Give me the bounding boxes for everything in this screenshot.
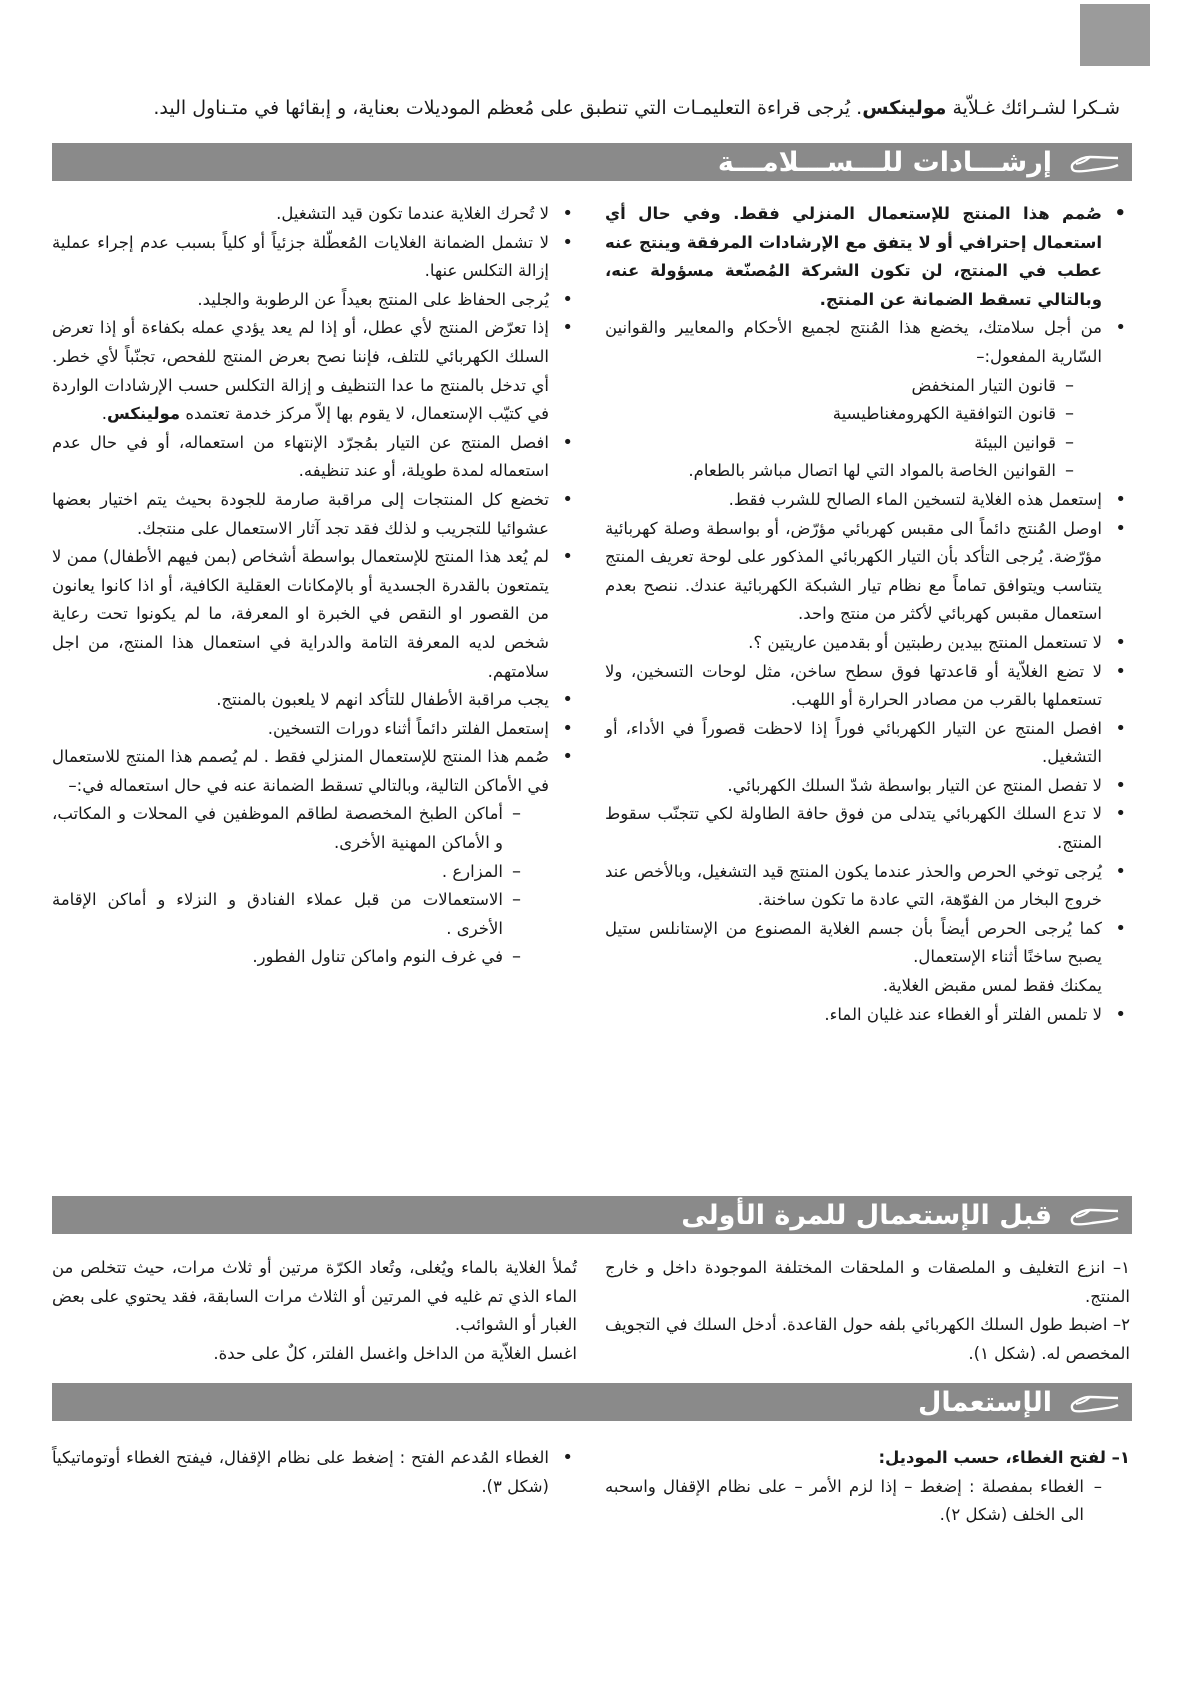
list-item: • تخضع كل المنتجات إلى مراقبة صارمة للجودة بحيث يتم اختيار بعضها عشوائيا للتجريب و لذلك فقد تجد آثار الاستعمال على منتجك. [52, 486, 577, 543]
list-item: • لا تلمس الفلتر أو الغطاء عند غليان الماء. [605, 1001, 1130, 1030]
list-item: • صُمم هذا المنتج للإستعمال المنزلي فقط. وفي حال أي استعمال إحترافي أو لا يتفق مع الإرشادات المرفقة وينتج عنه عطب في المنتج، لن تكون الشركة المُصنّعة مسؤولة عنه، وبالتالي تسقط الضمانة عن المنتج. [605, 200, 1130, 314]
list-item: • افصل المنتج عن التيار بمُجرّد الإنتهاء من استعماله، أو في حال عدم استعماله لمدة طويلة، أو عند تنظيفه. [52, 429, 577, 486]
list-item: • الغطاء المُدعم الفتح : إضغط على نظام الإقفال، فيفتح الغطاء أوتوماتيكياً (شكل ٣). [52, 1444, 577, 1501]
use-right-column [605, 1444, 1130, 1530]
list-item-text-end: . [101, 404, 107, 424]
safety-left-column [52, 200, 577, 972]
section-header-use [52, 1383, 1132, 1421]
list-item: • لا تضع الغلاّية أو قاعدتها فوق سطح ساخن، مثل لوحات التسخين، ولا تستعملها بالقرب من مصادر الحرارة أو اللهب. [605, 658, 1130, 715]
section-header-first-use [52, 1196, 1132, 1234]
list-item: • لا تشمل الضمانة الغلايات المُعطّلة جزئياً أو كلياً بسبب عدم إجراء عملية إزالة التكلس عنها. [52, 229, 577, 286]
list-item [52, 743, 577, 972]
list-item: يمكنك فقط لمس مقبض الغلاية. [882, 976, 1102, 996]
list-item [52, 314, 577, 428]
dash-item: – قوانين البيئة [605, 429, 1102, 458]
list-item [605, 314, 1130, 486]
numbered-item: ٢– اضبط طول السلك الكهربائي بلفه حول القاعدة. أدخل السلك في التجويف المخصص له. (شكل ١). [605, 1315, 1130, 1363]
paragraph: تُملأ الغلاية بالماء ويُغلى، وتُعاد الكرّة مرتين أو ثلاث مرات، حيث تتخلص من الماء الذي تم غليه في المرتين أو الثلاث مرات السابقة، فقد يحتوي على بعض الغبار أو الشوائب. [52, 1258, 577, 1335]
brand-name: مولينكس [106, 404, 181, 424]
safety-right-column [605, 200, 1130, 1029]
list-item-text: من أجل سلامتك، يخضع هذا المُنتج لجميع الأحكام والمعايير والقوانين السّارية المفعول:– [605, 318, 1102, 366]
brand-name: مولينكس [862, 97, 947, 119]
list-item: • إستعمل الفلتر دائماً أثناء دورات التسخين. [52, 715, 577, 744]
numbered-heading: ١– لفتح الغطاء، حسب الموديل: [878, 1448, 1130, 1467]
list-item-text: صُمم هذا المنتج للإستعمال المنزلي فقط . لم يُصمم هذا المنتج للاستعمال في الأماكن التالية، وبالتالي تسقط الضمانة عنه في حال استعماله في:– [52, 747, 549, 795]
hand-pointer-icon [1068, 1201, 1120, 1229]
intro-text-end: . يُرجى قراءة التعليمـات التي تنطبق على مُعظم الموديلات بعناية، و إبقائها في متـناول اليد. [153, 97, 863, 119]
list-item: • يجب مراقبة الأطفال للتأكد انهم لا يلعبون بالمنتج. [52, 686, 577, 715]
list-item: • لم يُعد هذا المنتج للإستعمال بواسطة أشخاص (بمن فيهم الأطفال) ممن لا يتمتعون بالقدرة الجسدية أو بالإمكانات العقلية الكافية، أو اذا كانوا يعانون من القصور او النقص في الخبرة او المعرفة، ما لم يكونوا تحت رعاية شخص لديه المعرفة التامة والدراية في استعمال هذا المنتج، من اجل سلامتهم. [52, 543, 577, 686]
list-item: • اوصل المُنتج دائماً الى مقبس كهربائي مؤرّض، أو بواسطة وصلة كهربائية مؤرّضة. يُرجى التأكد بأن التيار الكهربائي المذكور على لوحة تعريف المنتج يتناسب ويتوافق تماماً مع نظام تيار الشبكة الكهربائية عندك. ننصح بعدم استعمال مقبس كهربائي لأكثر من منتج واحد. [605, 515, 1130, 629]
list-item: • لا تُحرك الغلاية عندما تكون قيد التشغيل. [52, 200, 577, 229]
first-use-right-column [605, 1254, 1130, 1368]
dash-item: – في غرف النوم واماكن تناول الفطور. [52, 943, 549, 972]
list-item: • يُرجى الحفاظ على المنتج بعيداً عن الرطوبة والجليد. [52, 286, 577, 315]
list-item: • إستعمل هذه الغلاية لتسخين الماء الصالح للشرب فقط. [605, 486, 1130, 515]
dash-item: – قانون التيار المنخفض [605, 372, 1102, 401]
list-item: • لا تدع السلك الكهربائي يتدلى من فوق حافة الطاولة لكي تتجنّب سقوط المنتج. [605, 800, 1130, 857]
dash-item: – الاستعمالات من قبل عملاء الفنادق و النزلاء و أماكن الإقامة الأخرى . [52, 886, 549, 943]
numbered-item: ١– انزع التغليف و الملصقات و الملحقات المختلفة الموجودة داخل و خارج المنتج. [605, 1258, 1130, 1306]
paragraph: اغسل الغلاّية من الداخل واغسل الفلتر، كلٌ على حدة. [213, 1343, 577, 1363]
list-item: • لا تفصل المنتج عن التيار بواسطة شدّ السلك الكهربائي. [605, 772, 1130, 801]
use-left-column [52, 1444, 577, 1501]
hand-pointer-icon [1068, 1388, 1120, 1416]
section-title: إرشـــادات للـــســـلامـــة [717, 146, 1052, 178]
page-corner-tab [1080, 4, 1150, 66]
section-title: الإستعمال [917, 1386, 1052, 1418]
dash-item: – أماكن الطبخ المخصصة لطاقم الموظفين في المحلات و المكاتب، و الأماكن المهنية الأخرى. [52, 800, 549, 857]
list-item: • كما يُرجى الحرص أيضاً بأن جسم الغلاية المصنوع من الإستانلس ستيل يصبح ساخنًا أثناء الإستعمال. [605, 915, 1130, 972]
list-item: • لا تستعمل المنتج بيدين رطبتين أو بقدمين عاريتين ؟. [605, 629, 1130, 658]
dash-item: – المزارع . [52, 858, 549, 887]
dash-item: – القوانين الخاصة بالمواد التي لها اتصال مباشر بالطعام. [605, 457, 1102, 486]
first-use-left-column [52, 1254, 577, 1368]
hand-pointer-icon [1068, 148, 1120, 176]
list-item: • يُرجى توخي الحرص والحذر عندما يكون المنتج قيد التشغيل، وبالأخص عند خروج البخار من الفوّهة، التي عادة ما تكون ساخنة. [605, 858, 1130, 915]
intro-text: شـكرا لشـرائك غـلاّية [946, 97, 1120, 119]
section-header-safety [52, 143, 1132, 181]
dash-item: – الغطاء بمفصلة : إضغط – إذا لزم الأمر – على نظام الإقفال واسحبه الى الخلف (شكل ٢). [605, 1473, 1130, 1530]
intro-paragraph [60, 92, 1120, 124]
list-item-text: إذا تعرّض المنتج لأي عطل، أو إذا لم يعد يؤدي عمله بكفاءة أو إذا تعرض السلك الكهربائي للتلف، فإننا نصح بعرض المنتج للفحص، تجنّباً لأي خطر. أي تدخل بالمنتج ما عدا التنظيف و إزالة التكلس حسب الإرشادات الواردة في كتيّب الإستعمال، لا يقوم بها إلاّ مركز خدمة تعتمده [52, 318, 549, 424]
list-item: • افصل المنتج عن التيار الكهربائي فوراً إذا لاحظت قصوراً في الأداء، أو التشغيل. [605, 715, 1130, 772]
section-title: قبل الإستعمال للمرة الأولى [681, 1199, 1052, 1231]
dash-item: – قانون التوافقية الكهرومغناطيسية [605, 400, 1102, 429]
